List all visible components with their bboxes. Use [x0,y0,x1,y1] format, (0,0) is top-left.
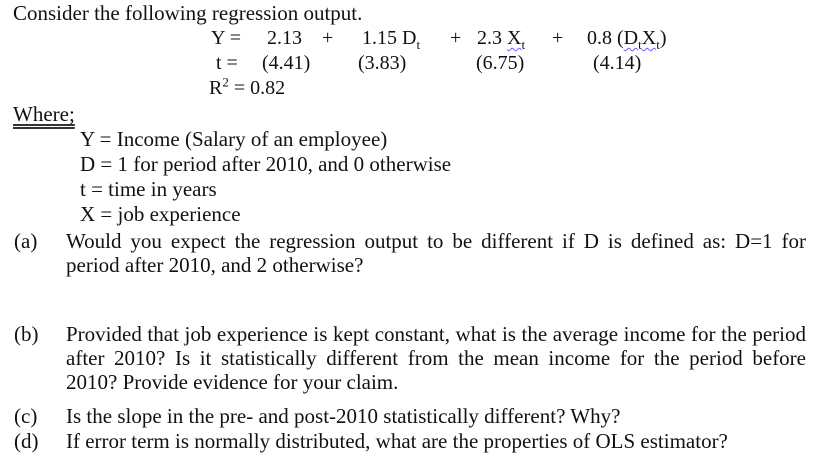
definition-d: D = 1 for period after 2010, and 0 otherwise [80,152,452,176]
plus-sign-1: + [322,27,334,49]
inter-open: ( [617,27,624,49]
y-label: Y = [211,27,241,49]
inter-coef: 0.8 [587,27,612,49]
definition-y: Y = Income (Salary of an employee) [80,127,388,151]
r2-label: R [209,77,223,99]
definition-t: t = time in years [80,177,217,201]
where-heading: Where; [13,102,75,126]
intro-text: Consider the following regression output. [13,1,363,25]
d-coef: 1.15 [362,27,397,49]
tstat-intercept: (4.41) [262,52,311,74]
inter-d: D [623,27,639,49]
question-d-text: If error term is normally distributed, what are the properties of OLS estimator? [66,429,728,453]
d-sub: t [416,37,421,52]
x-var: X [507,27,522,49]
tstat-x: (6.75) [476,52,525,74]
plus-sign-2: + [450,27,462,49]
interaction-term [587,26,667,50]
d-var: D [402,27,417,49]
inter-close: ) [659,27,667,49]
x-coef: 2.3 [477,27,502,49]
question-c-label: (c) [14,404,38,428]
definition-x: X = job experience [80,202,241,226]
question-b-text: Provided that job experience is kept constant, what is the average income for the period after 2010? Is it statistically different from the mean income for the period before 2010? Provide evidence for your claim. [66,322,806,394]
inter-x: X [641,27,657,49]
intercept: 2.13 [267,27,302,49]
inter-d-sub: t [638,37,642,52]
x-sub: t [521,37,526,52]
x-var-group [507,27,526,52]
tstat-label: t = [216,52,238,74]
tstat-d: (3.83) [358,52,407,74]
plus-sign-3: + [552,27,564,49]
question-b-label: (b) [14,322,39,346]
inter-x-sub: t [656,37,660,52]
r2-value: = 0.82 [233,77,286,99]
x-term [477,26,525,50]
inter-vars [623,27,660,52]
d-term [362,26,420,50]
r-squared [209,76,285,100]
question-a-label: (a) [14,229,38,253]
question-a-text: Would you expect the regression output to be different if D is defined as: D=1 for period after 2010, and 2 otherwise? [66,229,806,277]
r2-sup: 2 [222,74,229,90]
question-d-label: (d) [14,429,39,453]
tstat-interaction: (4.14) [593,52,642,74]
question-c-text: Is the slope in the pre- and post-2010 statistically different? Why? [66,404,621,428]
